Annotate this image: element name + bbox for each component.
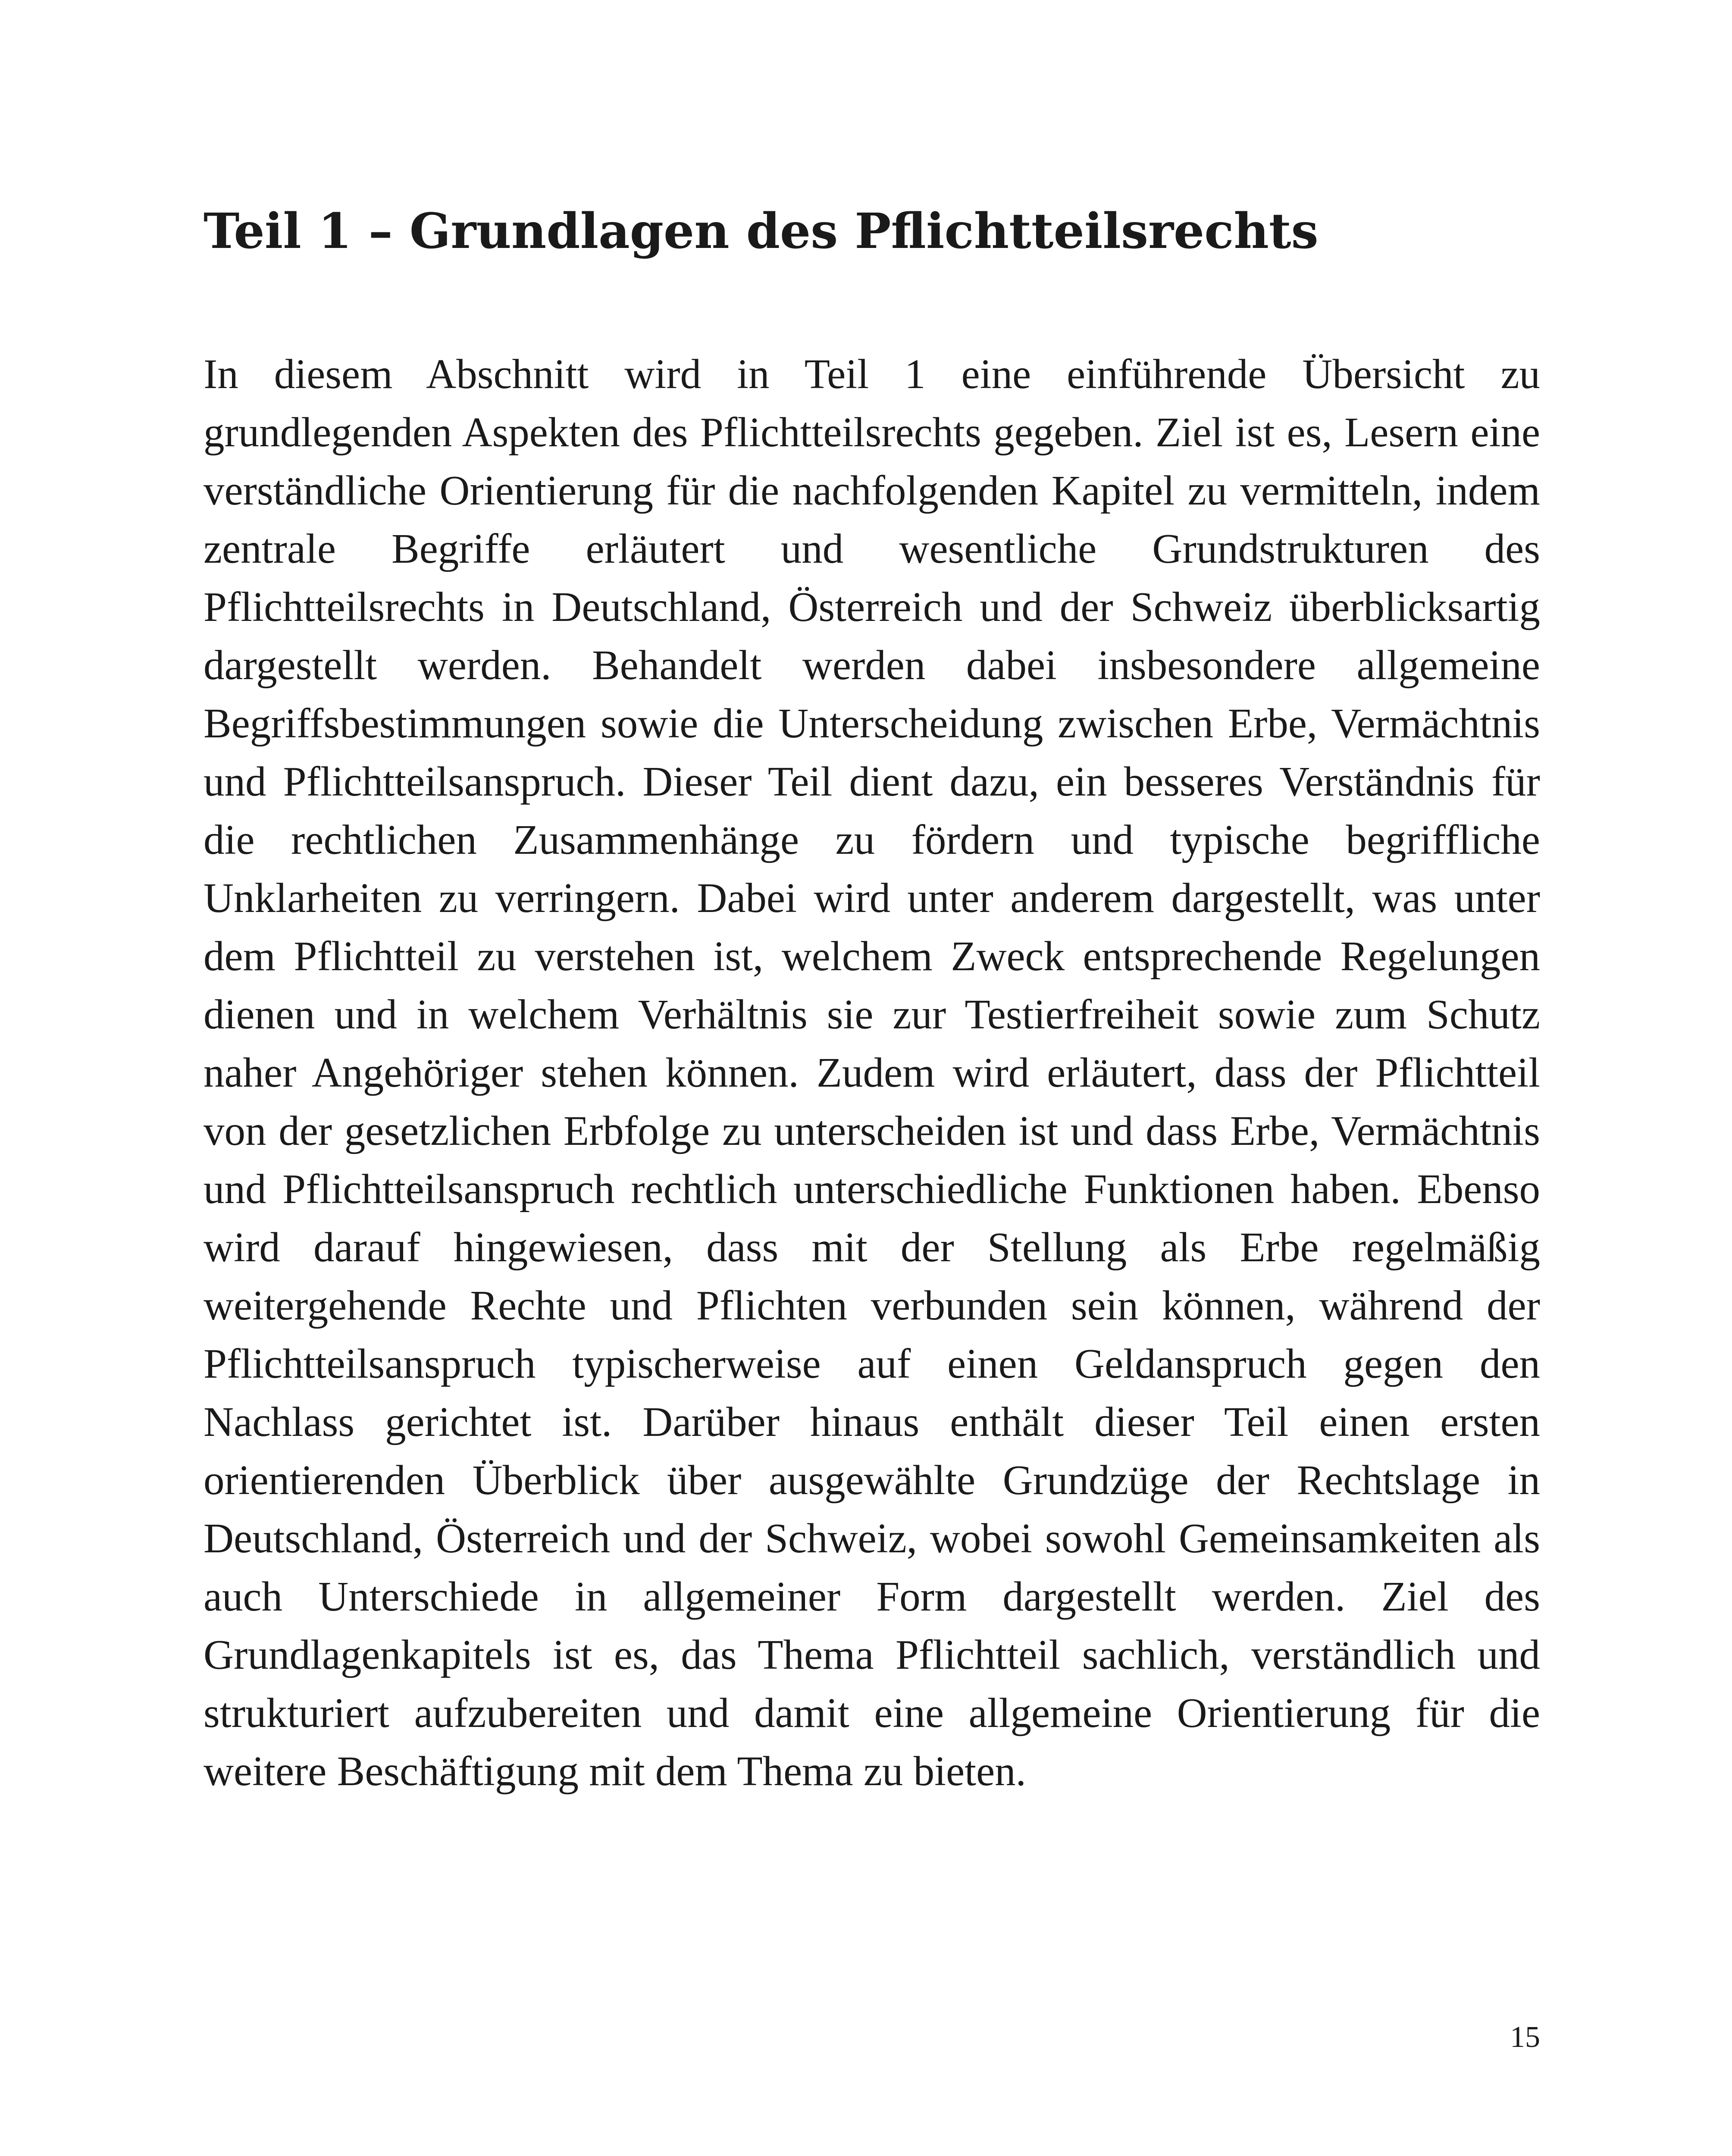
- body-paragraph: In diesem Abschnitt wird in Teil 1 eine einführende Übersicht zu grundlegenden Aspekten des Pflichtteilsrechts gegeben. Ziel ist es, Lesern eine verständliche Orientierung für die nachfolgenden Kapitel zu vermitteln, indem zentrale Begriffe erläutert und wesentliche Grundstrukturen des Pflichtteilsrechts in Deutschland, Österreich und der Schweiz überblicksartig dargestellt werden. Behandelt werden dabei insbesondere allgemeine Begriffsbestimmungen sowie die Unterscheidung zwischen Erbe, Vermächtnis und Pflichtteilsanspruch. Dieser Teil dient dazu, ein besseres Verständnis für die rechtlichen Zusammenhänge zu fördern und typische begriffliche Unklarheiten zu verringern. Dabei wird unter anderem dargestellt, was unter dem Pflichtteil zu verstehen ist, welchem Zweck entsprechende Regelungen dienen und in welchem Verhältnis sie zur Testierfreiheit sowie zum Schutz naher Angehöriger stehen können. Zudem wird erläutert, dass der Pflichtteil von der gesetzlichen Erbfolge zu unterscheiden ist und dass Erbe, Vermächtnis und Pflichtteilsanspruch rechtlich unterschiedliche Funktionen haben. Ebenso wird darauf hingewiesen, dass mit der Stellung als Erbe regelmäßig weitergehende Rechte und Pflichten verbunden sein können, während der Pflichtteilsanspruch typischerweise auf einen Geldanspruch gegen den Nachlass gerichtet ist. Darüber hinaus enthält dieser Teil einen ersten orientierenden Überblick über ausgewählte Grundzüge der Rechtslage in Deutschland, Österreich und der Schweiz, wobei sowohl Gemeinsamkeiten als auch Unterschiede in allgemeiner Form dargestellt werden. Ziel des Grundlagenkapitels ist es, das Thema Pflichtteil sachlich, verständlich und strukturiert aufzubereiten und damit eine allgemeine Orientierung für die weitere Beschäftigung mit dem Thema zu bieten.: [204, 351, 1540, 1794]
- section-heading: Teil 1 – Grundlagen des Pflichtteilsrechts: [204, 203, 1319, 260]
- page-number: 15: [1510, 2021, 1540, 2054]
